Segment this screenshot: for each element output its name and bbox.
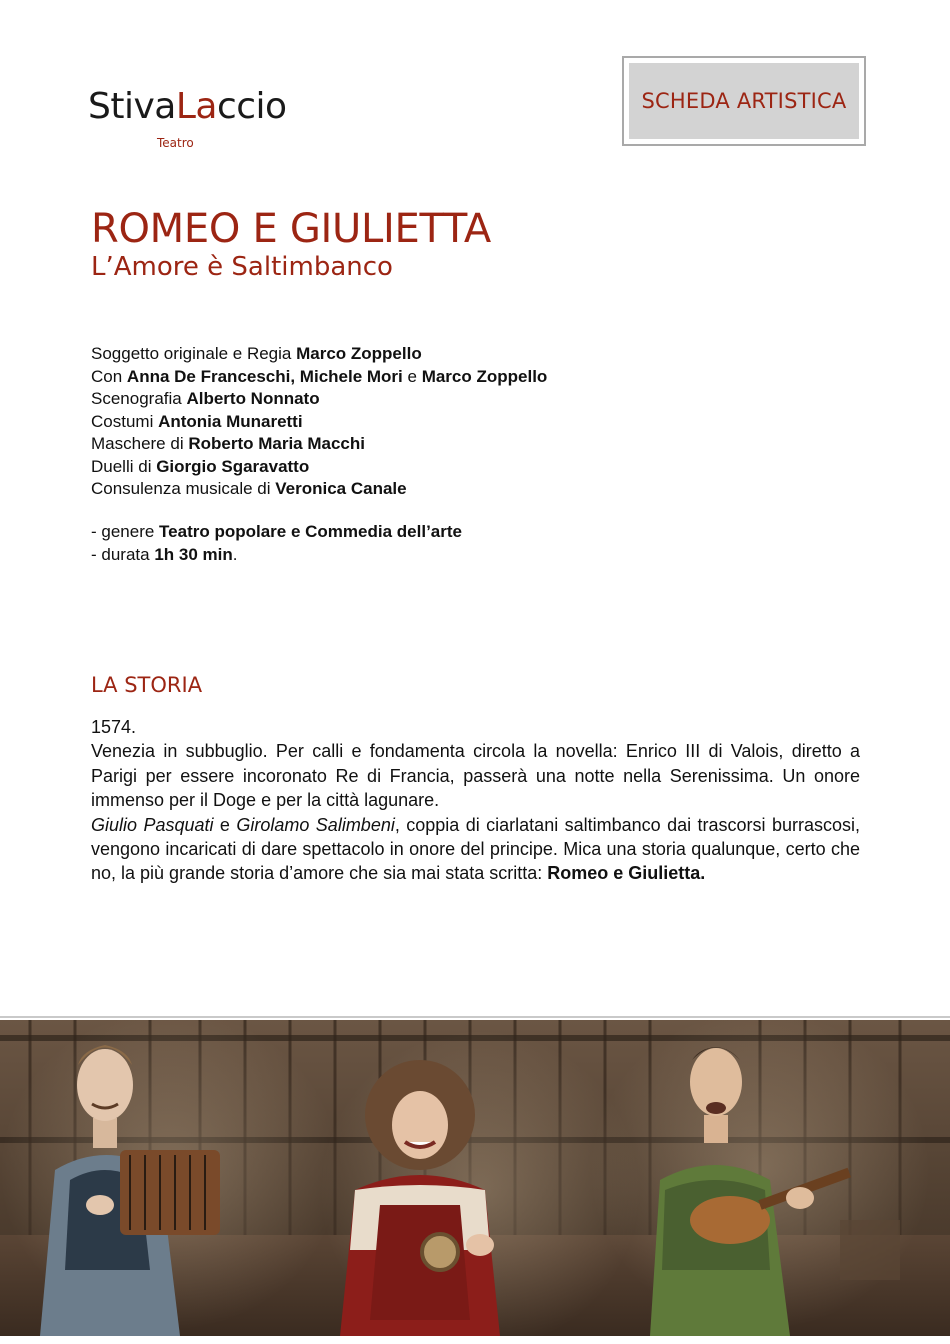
company-logo bbox=[88, 86, 288, 156]
credit-line bbox=[91, 388, 811, 411]
show-subtitle: L’Amore è Saltimbanco bbox=[91, 252, 393, 282]
logo-word-red1: L bbox=[175, 86, 196, 127]
credit-name: Anna De Franceschi, Michele Mori bbox=[126, 366, 403, 386]
credit-role: Duelli di bbox=[91, 456, 157, 476]
show-title: ROMEO E GIULIETTA bbox=[91, 206, 491, 252]
credit-role: Soggetto originale e Regia bbox=[91, 344, 297, 363]
story-heading: LA STORIA bbox=[91, 673, 203, 697]
credit-line bbox=[91, 478, 811, 501]
duration-label: - durata bbox=[91, 544, 155, 564]
credit-role: Maschere di bbox=[91, 434, 189, 453]
credit-name: Alberto Nonnato bbox=[186, 389, 320, 408]
badge-inner bbox=[629, 63, 859, 139]
credit-name: Roberto Maria Macchi bbox=[188, 434, 365, 453]
logo-subtitle: Teatro bbox=[157, 136, 194, 150]
badge-label: SCHEDA ARTISTICA bbox=[641, 89, 847, 113]
story-joiner: e bbox=[213, 814, 237, 835]
duration-value: 1h 30 min bbox=[154, 544, 233, 564]
story-bold-title: Romeo e Giulietta. bbox=[547, 863, 706, 884]
credit-name: Antonia Munaretti bbox=[158, 411, 303, 431]
credit-line bbox=[91, 433, 811, 456]
story-paragraph-2 bbox=[91, 813, 860, 886]
credit-role: Scenografia bbox=[91, 389, 187, 408]
genre-label: - genere bbox=[91, 522, 160, 541]
credit-joiner: e bbox=[402, 366, 422, 386]
logo-word-part2: ccio bbox=[216, 86, 287, 127]
duration-end: . bbox=[232, 544, 238, 564]
logo-word-red2: a bbox=[195, 86, 217, 127]
credits-list bbox=[91, 343, 811, 501]
credit-role: Costumi bbox=[91, 411, 159, 431]
genre-value: Teatro popolare e Commedia dell’arte bbox=[159, 522, 462, 541]
duration-line bbox=[91, 544, 811, 567]
character-name: Girolamo Salimbeni bbox=[236, 814, 395, 835]
page-bottom-margin bbox=[0, 1336, 950, 1344]
credit-name: Marco Zoppello bbox=[296, 344, 422, 363]
credit-role: Consulenza musicale di bbox=[91, 479, 276, 498]
document-type-badge bbox=[622, 56, 866, 146]
genre-line bbox=[91, 521, 811, 544]
stage-photo-illustration bbox=[0, 1020, 950, 1336]
credit-line bbox=[91, 343, 811, 366]
stage-photo bbox=[0, 1020, 950, 1336]
logo-wordmark bbox=[88, 86, 287, 127]
story-year: 1574. bbox=[91, 717, 137, 737]
story-text bbox=[91, 715, 860, 886]
divider bbox=[0, 1016, 950, 1018]
story-paragraph-1: Venezia in subbuglio. Per calli e fondamenta circola la novella: Enrico III di Valois, diretto a Parigi per essere incoronato Re di Francia, passerà una notte nella Serenissima. Un onore immenso per il Doge e per la città lagunare. bbox=[91, 741, 860, 811]
credit-line bbox=[91, 456, 811, 479]
character-name: Giulio Pasquati bbox=[91, 814, 214, 835]
logo-word-part1: Stiva bbox=[88, 86, 176, 127]
credit-name: Giorgio Sgaravatto bbox=[156, 456, 310, 476]
show-info bbox=[91, 521, 811, 566]
credit-name: Veronica Canale bbox=[275, 479, 407, 498]
credit-name: Marco Zoppello bbox=[421, 366, 548, 386]
story-text-body: , coppia di ciarlatani saltimbanco dai trascorsi burrascosi, vengono incaricati di dare spettacolo in onore del principe. Mica una storia qualunque, certo che no, la più grande storia d’amore che sia mai stata scritta: bbox=[91, 814, 860, 884]
credit-line bbox=[91, 366, 811, 389]
credit-role: Con bbox=[91, 366, 127, 386]
credit-line bbox=[91, 411, 811, 434]
